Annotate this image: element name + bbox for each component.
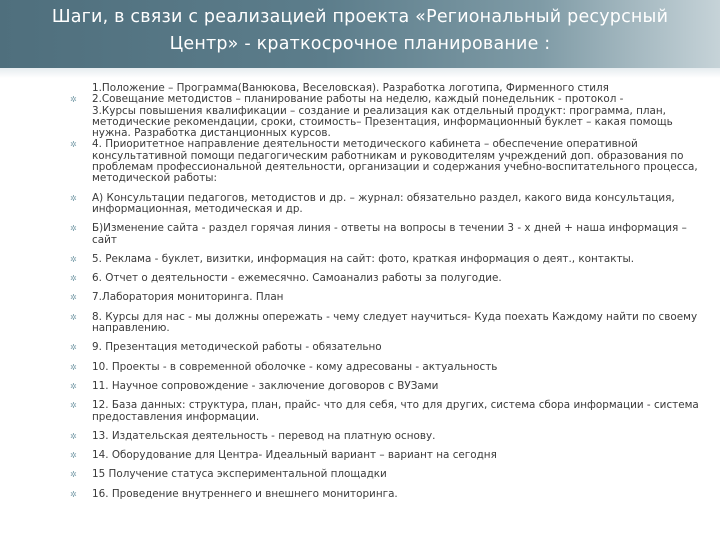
bullet-icon: ✲ bbox=[70, 293, 77, 303]
plan-item bbox=[70, 400, 710, 423]
plan-item bbox=[70, 223, 710, 246]
bullet-icon: ✲ bbox=[70, 451, 77, 461]
plan-item bbox=[70, 342, 710, 353]
bullet-icon: ✲ bbox=[70, 140, 77, 150]
plan-item-text: 12. База данных: структура, план, прайс- что для себя, что для других, система сбора информации - система предоставления информации. bbox=[92, 399, 699, 423]
plan-item-text: 6. Отчет о деятельности - ежемесячно. Самоанализ работы за полугодие. bbox=[92, 272, 502, 285]
plan-item bbox=[70, 292, 710, 303]
plan-item bbox=[70, 273, 710, 284]
plan-item-text: 15 Получение статуса экспериментальной площадки bbox=[92, 468, 387, 481]
slide-title-line-2: Центр» - краткосрочное планирование : bbox=[169, 34, 551, 54]
plan-item-text: 10. Проекты - в современной оболочке - кому адресованы - актуальность bbox=[92, 360, 498, 373]
bullet-icon: ✲ bbox=[70, 401, 77, 411]
bullet-icon: ✲ bbox=[70, 381, 77, 391]
plan-item-text: 9. Презентация методической работы - обязательно bbox=[92, 341, 382, 354]
plan-item-text: А) Консультации педагогов, методистов и др. – журнал: обязательно раздел, какого вида консультация, информационная, методическая и др. bbox=[92, 191, 675, 215]
plan-item-text: Б)Изменение сайта - раздел горячая линия - ответы на вопросы в течении 3 - х дней + наша информация – сайт bbox=[92, 222, 687, 246]
plan-item bbox=[70, 139, 710, 184]
plan-item bbox=[70, 106, 710, 140]
bullet-icon: ✲ bbox=[70, 224, 77, 234]
bullet-icon: ✲ bbox=[70, 274, 77, 284]
plan-item bbox=[70, 94, 710, 105]
plan-item-text: 8. Курсы для нас - мы должны опережать - чему следует научиться- Куда поехать Каждому найти по своему направлению. bbox=[92, 310, 698, 335]
plan-item bbox=[70, 431, 710, 442]
plan-item bbox=[70, 489, 710, 500]
bullet-icon: ✲ bbox=[70, 312, 77, 322]
bullet-icon: ✲ bbox=[70, 193, 77, 203]
slide-title-line-1: Шаги, в связи с реализацией проекта «Региональный ресурсный bbox=[51, 7, 669, 27]
plan-item-text: 5. Реклама - буклет, визитки, информация на сайт: фото, краткая информация о деят., контакты. bbox=[92, 252, 635, 265]
plan-item-text: 14. Оборудование для Центра- Идеальный вариант – вариант на сегодня bbox=[92, 449, 497, 462]
plan-item-text: 2.Совещание методистов – планирование работы на неделю, каждый понедельник - протокол - bbox=[92, 93, 624, 106]
bullet-icon bbox=[70, 83, 80, 94]
bullet-icon bbox=[70, 106, 80, 117]
plan-item-text: 11. Научное сопровождение - заключение договоров с ВУЗами bbox=[92, 379, 439, 392]
plan-item-text: 4. Приоритетное направление деятельности методического кабинета – обеспечение оперативной консультативной помощи педагогическим работникам и руководителям учреждений доп. образования по проблемам профессиональной деятельности, организации и содержания учебно-воспитательного процесса, методической работы: bbox=[92, 138, 698, 185]
plan-item-text: 1.Положение – Программа(Ванюкова, Веселовская). Разработка логотипа, Фирменного стиля bbox=[92, 82, 609, 94]
plan-item bbox=[70, 254, 710, 265]
bullet-icon: ✲ bbox=[70, 470, 77, 480]
bullet-icon: ✲ bbox=[70, 431, 77, 441]
bullet-icon: ✲ bbox=[70, 343, 77, 353]
plan-item-text: 16. Проведение внутреннего и внешнего мониторинга. bbox=[92, 487, 398, 500]
plan-item bbox=[70, 450, 710, 461]
slide-title bbox=[20, 4, 700, 58]
bullet-icon: ✲ bbox=[70, 362, 77, 372]
title-band-shadow bbox=[0, 68, 720, 78]
plan-item-text: 7.Лаборатория мониторинга. План bbox=[92, 291, 284, 304]
plan-item bbox=[70, 381, 710, 392]
plan-item-text: 3.Курсы повышения квалификации – создание и реализация как отдельный продукт: программа, план, методические рекомендации, сроки, стоимость– Презентация, информационный буклет – какая помощь нужна. Разработка дистанционных курсов. bbox=[92, 104, 673, 140]
bullet-icon: ✲ bbox=[70, 254, 77, 264]
plan-item bbox=[70, 469, 710, 480]
plan-item bbox=[70, 193, 710, 216]
plan-item-text: 13. Издательская деятельность - перевод на платную основу. bbox=[92, 429, 436, 442]
bullet-icon: ✲ bbox=[70, 95, 77, 105]
plan-item-list bbox=[70, 83, 710, 508]
bullet-icon: ✲ bbox=[70, 489, 77, 499]
plan-item bbox=[70, 312, 710, 335]
plan-item bbox=[70, 362, 710, 373]
